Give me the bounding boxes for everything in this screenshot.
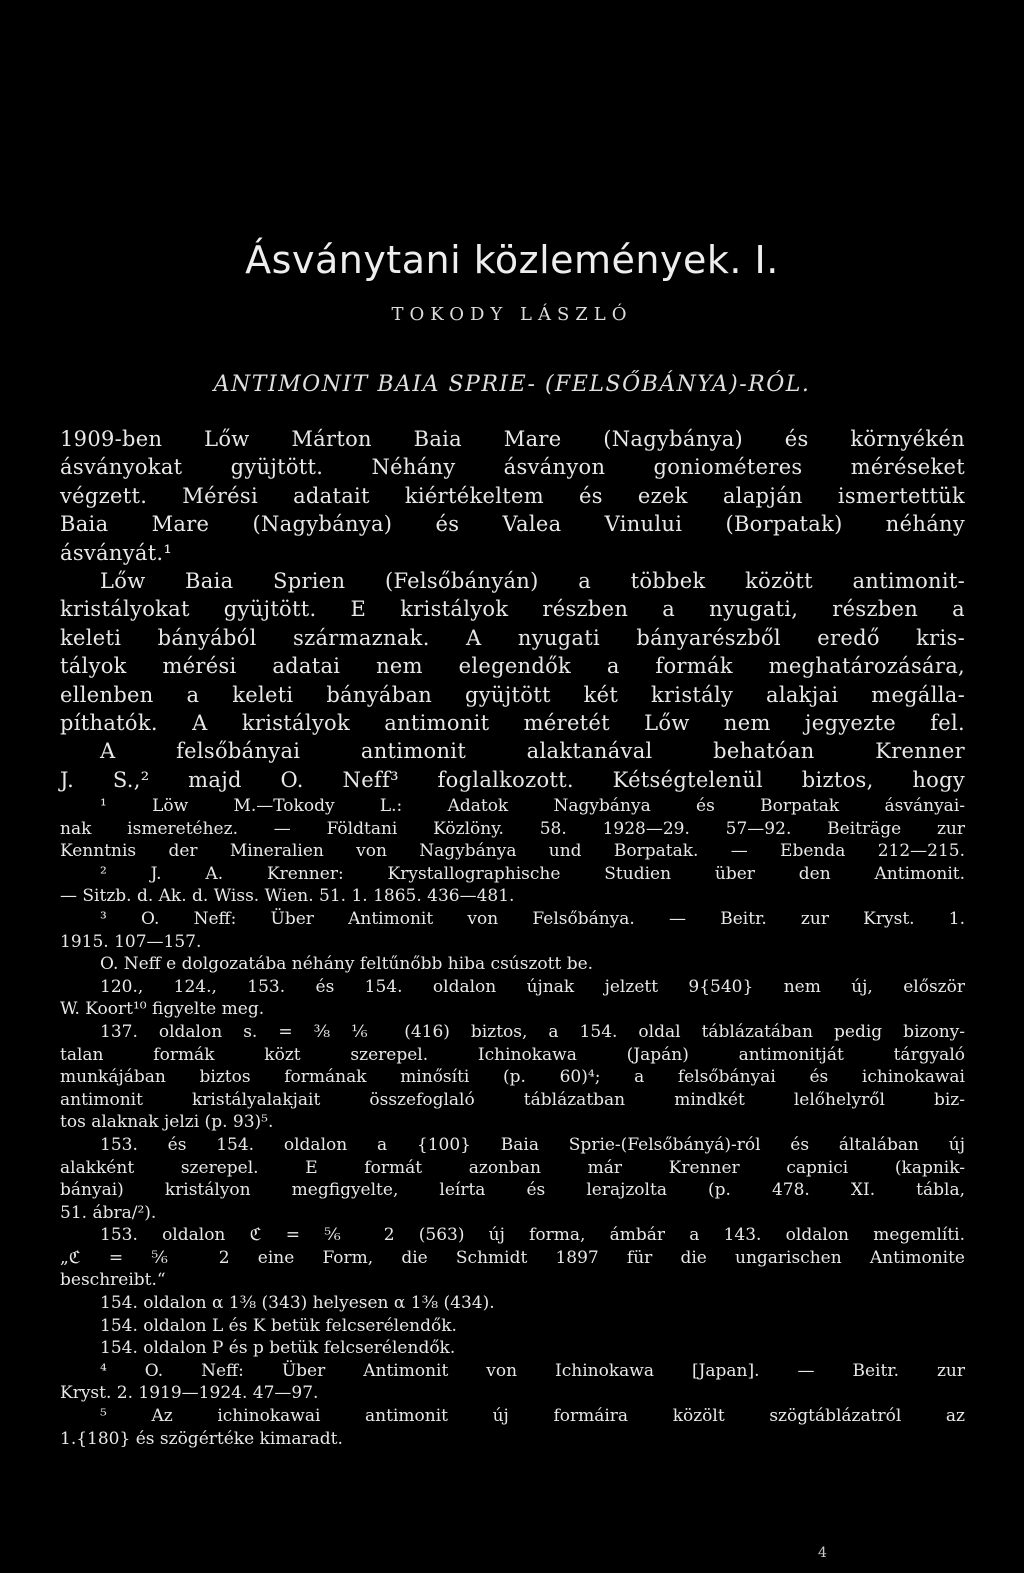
footnote-line: Kenntnis der Mineralien von Nagybánya und Borpatak. — Ebenda 212—215.: [60, 841, 965, 862]
body-line: J. S.,² majd O. Neff³ foglalkozott. Kétségtelenül biztos, hogy: [60, 767, 965, 792]
footnote-line: 153. és 154. oldalon a {100} Baia Sprie-(Felsőbányá)-ról és általában új: [100, 1134, 965, 1155]
body-line: Baia Mare (Nagybánya) és Valea Vinului (Borpatak) néhány: [60, 512, 965, 537]
body-line: kristályokat gyüjtött. E kristályok részben a nyugati, részben a: [60, 597, 965, 622]
body-line: végzett. Mérési adatait kiértékeltem és ezek alapján ismertettük: [60, 483, 965, 508]
footnote-line: O. Neff e dolgozatába néhány feltűnőbb hiba csúszott be.: [100, 954, 594, 975]
footnote-line: munkájában biztos formának minősíti (p. 60)⁴; a felsőbányai és ichinokawai: [60, 1067, 965, 1088]
footnote-line: ² J. A. Krenner: Krystallographische Studien über den Antimonit.: [100, 863, 965, 884]
footnote-line: talan formák közt szerepel. Ichinokawa (Japán) antimonitját tárgyaló: [60, 1044, 965, 1065]
footnote-line: 51. ábra/²).: [60, 1202, 157, 1223]
footnote-line: alakként szerepel. E formát azonban már Krenner capnici (kapnik-: [60, 1157, 965, 1178]
footnote-line: ³ O. Neff: Über Antimonit von Felsőbánya. — Beitr. zur Kryst. 1.: [100, 908, 965, 929]
footnotes: [60, 795, 965, 1450]
footnote-line: 153. oldalon ℭ = ⅚ 2 (563) új forma, ámbár a 143. oldalon megemlíti.: [100, 1225, 965, 1246]
footnote-line: 154. oldalon L és K betük felcserélendők.: [100, 1315, 457, 1336]
footnote-line: 1.{180} és szögértéke kimaradt.: [60, 1428, 343, 1449]
footnote-line: tos alaknak jelzi (p. 93)⁵.: [60, 1112, 274, 1133]
page-number: 4: [818, 1545, 827, 1561]
footnote-line: ⁴ O. Neff: Über Antimonit von Ichinokawa [Japan]. — Beitr. zur: [100, 1360, 965, 1381]
footnote-line: 154. oldalon α 1⅜ (343) helyesen α 1⅜ (434).: [100, 1293, 495, 1314]
body-line: ásványokat gyüjtött. Néhány ásványon goniométeres méréseket: [60, 455, 965, 480]
body-line: ellenben a keleti bányában gyüjtött két kristály alakjai megálla-: [60, 682, 965, 707]
body-line: 1909-ben Lőw Márton Baia Mare (Nagybánya) és környékén: [60, 427, 965, 451]
footnote-line: 137. oldalon s. = ⅜ ⅙ (416) biztos, a 154. oldal táblázatában pedig bizony-: [100, 1021, 965, 1042]
body-line: ásványát.¹: [60, 540, 173, 565]
footnote-line: bányai) kristályon megfigyelte, leírta és lerajzolta (p. 478. XI. tábla,: [60, 1180, 965, 1201]
footnote-line: 1915. 107—157.: [60, 931, 202, 952]
body-line: píthatók. A kristályok antimonit méretét Lőw nem jegyezte fel.: [60, 711, 965, 736]
body-line: keleti bányából származnak. A nyugati bányarészből eredő kris-: [60, 625, 965, 650]
author-name: TOKODY LÁSZLÓ: [391, 304, 633, 325]
footnote-line: antimonit kristályalakjait összefoglaló táblázatban mindkét lelőhelyről biz-: [60, 1089, 965, 1110]
footnote-line: 120., 124., 153. és 154. oldalon újnak jelzett 9{540} nem új, először: [100, 976, 965, 997]
footnote-line: „ℭ = ⅚ 2 eine Form, die Schmidt 1897 für die ungarischen Antimonite: [60, 1247, 965, 1268]
footnote-line: W. Koort¹⁰ figyelte meg.: [60, 999, 265, 1020]
footnote-line: Kryst. 2. 1919—1924. 47—97.: [60, 1383, 319, 1404]
footnote-line: ⁵ Az ichinokawai antimonit új formáira közölt szögtáblázatról az: [100, 1406, 965, 1427]
footnote-line: 154. oldalon P és p betük felcserélendők.: [100, 1338, 456, 1359]
page-title: Ásványtani közlemények. I.: [245, 238, 779, 282]
footnote-line: beschreibt.“: [60, 1270, 166, 1291]
footnote-line: nak ismeretéhez. — Földtani Közlöny. 58. 1928—29. 57—92. Beiträge zur: [60, 818, 965, 839]
footnote-line: ¹ Löw M.—Tokody L.: Adatok Nagybánya és Borpatak ásványai-: [100, 796, 965, 816]
footnote-line: — Sitzb. d. Ak. d. Wiss. Wien. 51. 1. 1865. 436—481.: [60, 886, 515, 907]
body-line: A felsőbányai antimonit alaktanával behatóan Krenner: [100, 739, 965, 764]
body-line: Lőw Baia Sprien (Felsőbányán) a többek között antimonit-: [100, 569, 965, 594]
body-text: [60, 425, 965, 794]
article-subtitle: ANTIMONIT BAIA SPRIE- (FELSŐBÁNYA)-RÓL.: [213, 372, 811, 397]
body-line: tályok mérési adatai nem elegendők a formák meghatározására,: [60, 654, 965, 679]
